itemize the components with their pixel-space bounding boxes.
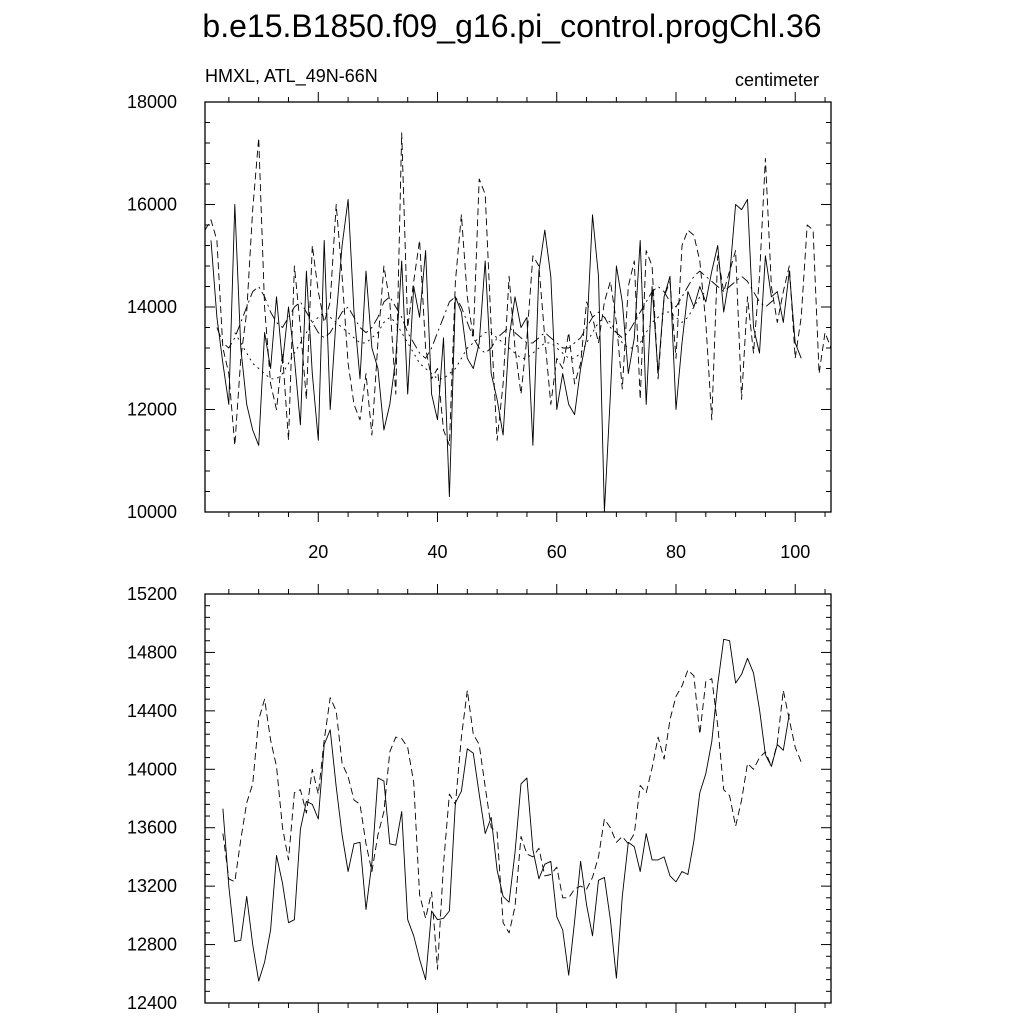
units-label: centimeter (734, 70, 819, 90)
x-tick-label: 60 (546, 542, 567, 562)
y-tick-label: 12400 (126, 993, 177, 1013)
x-tick-label: 80 (665, 542, 687, 562)
y-tick-label: 14000 (126, 759, 177, 780)
y-tick-label: 14400 (126, 700, 177, 721)
series-group (223, 639, 801, 981)
series-line-solid (223, 639, 789, 981)
top-panel (127, 92, 831, 562)
plot-frame (205, 102, 831, 512)
y-tick-label: 16000 (126, 194, 177, 215)
y-tick-label: 10000 (126, 502, 177, 522)
variable-region-label: HMXL, ATL_49N-66N (205, 66, 378, 86)
y-tick-label: 14800 (126, 642, 177, 663)
series-line-solid (211, 199, 801, 512)
y-tick-label: 13600 (126, 817, 177, 838)
x-tick-label: 20 (308, 542, 329, 562)
y-tick-label: 13200 (126, 876, 177, 897)
plot-frame (205, 594, 831, 1003)
y-tick-label: 18000 (126, 92, 177, 112)
y-tick-label: 15200 (126, 584, 177, 604)
bottom-panel (127, 584, 831, 1013)
x-tick-label: 100 (780, 542, 811, 562)
series-group (205, 133, 831, 512)
series-line-dash-dot (217, 271, 777, 358)
y-tick-label: 12000 (126, 399, 177, 420)
x-tick-label: 40 (427, 542, 448, 562)
y-tick-label: 12800 (126, 934, 177, 955)
series-line-dashed (205, 133, 831, 446)
y-tick-label: 14000 (126, 297, 177, 317)
chart-title: b.e15.B1850.f09_g16.pi_control.progChl.36 (202, 8, 822, 44)
